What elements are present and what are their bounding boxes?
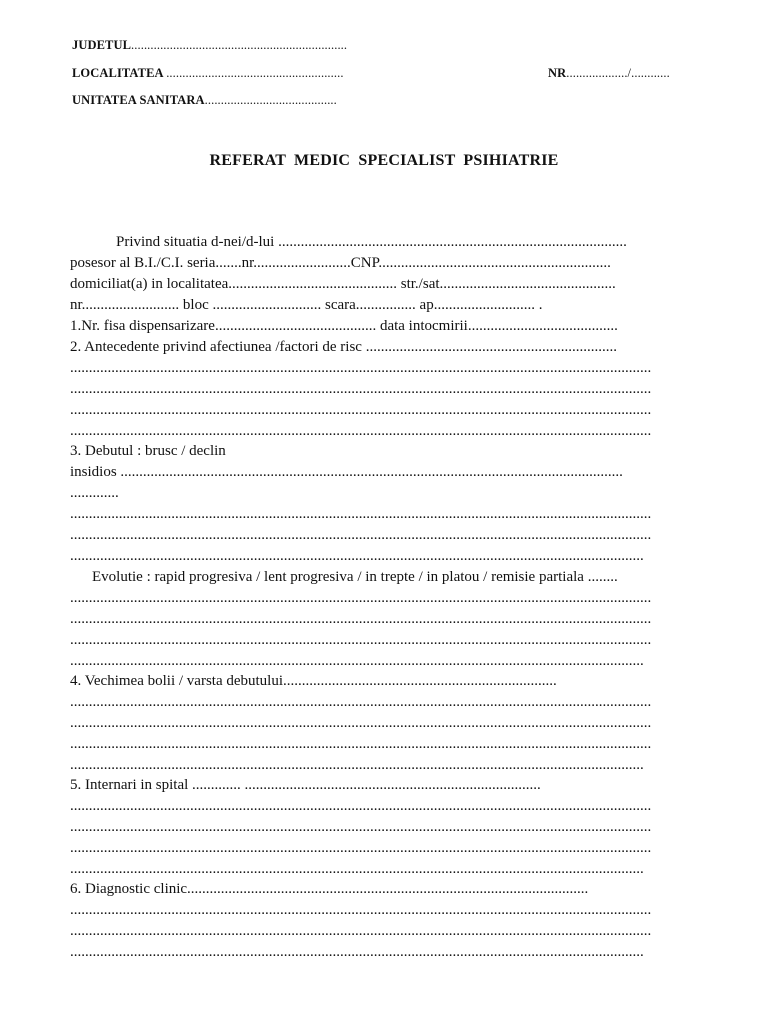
unitate-label: UNITATEA SANITARA <box>72 93 205 107</box>
dotted-line[interactable]: ........................................................................................................................................................... <box>70 715 652 731</box>
dotted-line[interactable]: ......................................................................................................................................................... <box>70 653 644 669</box>
line-insidios[interactable]: insidios ...................................................................................................................................... <box>70 464 623 480</box>
dotted-line[interactable]: ........................................................................................................................................................... <box>70 840 652 856</box>
judet-field <box>72 38 347 53</box>
line-posesor[interactable]: posesor al B.I./C.I. seria.......nr..........................CNP.............................................................. <box>70 255 611 271</box>
nr-field <box>548 66 670 81</box>
dotted-line[interactable]: ........................................................................................................................................................... <box>70 923 652 939</box>
dotted-line[interactable]: ........................................................................................................................................................... <box>70 736 652 752</box>
localitate-dots[interactable]: ....................................................... <box>166 66 344 80</box>
dotted-line[interactable]: ........................................................................................................................................................... <box>70 611 652 627</box>
page-title: REFERAT MEDIC SPECIALIST PSIHIATRIE <box>209 152 559 169</box>
localitate-field <box>72 66 344 81</box>
nr-dots[interactable]: .................../............ <box>566 66 670 80</box>
dotted-line[interactable]: ......................................................................................................................................................... <box>70 861 644 877</box>
dotted-line[interactable]: ........................................................................................................................................................... <box>70 381 652 397</box>
line-antecedente[interactable]: 2. Antecedente privind afectiunea /factori de risc ................................................................... <box>70 339 617 355</box>
dotted-line[interactable]: ........................................................................................................................................................... <box>70 402 652 418</box>
line-nr-bloc[interactable]: nr.......................... bloc ............................. scara................ ap........................... . <box>70 297 543 313</box>
dotted-line[interactable]: ........................................................................................................................................................... <box>70 632 652 648</box>
unitate-field <box>72 93 337 108</box>
dotted-line[interactable]: ............. <box>70 485 119 501</box>
dotted-line[interactable]: ........................................................................................................................................................... <box>70 590 652 606</box>
dotted-line[interactable]: ........................................................................................................................................................... <box>70 506 652 522</box>
judet-label: JUDETUL <box>72 38 132 52</box>
localitate-label: LOCALITATEA <box>72 66 163 80</box>
line-privind[interactable]: Privind situatia d-nei/d-lui ............................................................................................. <box>116 234 627 250</box>
dotted-line[interactable]: ........................................................................................................................................................... <box>70 694 652 710</box>
line-vechimea[interactable]: 4. Vechimea bolii / varsta debutului......................................................................... <box>70 673 557 689</box>
line-diagnostic[interactable]: 6. Diagnostic clinic........................................................................................................... <box>70 881 589 897</box>
line-debutul: 3. Debutul : brusc / declin <box>70 443 226 459</box>
dotted-line[interactable]: ......................................................................................................................................................... <box>70 944 644 960</box>
dotted-line[interactable]: ........................................................................................................................................................... <box>70 423 652 439</box>
unitate-dots[interactable]: ......................................... <box>204 93 337 107</box>
line-internari[interactable]: 5. Internari in spital ............. ............................................................................... <box>70 777 541 793</box>
dotted-line[interactable]: ........................................................................................................................................................... <box>70 798 652 814</box>
dotted-line[interactable]: ........................................................................................................................................................... <box>70 527 652 543</box>
dotted-line[interactable]: ......................................................................................................................................................... <box>70 757 644 773</box>
dotted-line[interactable]: ......................................................................................................................................................... <box>70 548 644 564</box>
judet-dots[interactable]: ................................................................... <box>131 38 348 52</box>
line-fisa[interactable]: 1.Nr. fisa dispensarizare........................................... data intocmirii........................................ <box>70 318 618 334</box>
line-domiciliat[interactable]: domiciliat(a) in localitatea............................................. str./sat............................................... <box>70 276 616 292</box>
dotted-line[interactable]: ........................................................................................................................................................... <box>70 360 652 376</box>
line-evolutie[interactable]: Evolutie : rapid progresiva / lent progresiva / in trepte / in platou / remisie partiala ........ <box>92 569 618 585</box>
dotted-line[interactable]: ........................................................................................................................................................... <box>70 819 652 835</box>
dotted-line[interactable]: ........................................................................................................................................................... <box>70 902 652 918</box>
nr-label: NR <box>548 66 567 80</box>
